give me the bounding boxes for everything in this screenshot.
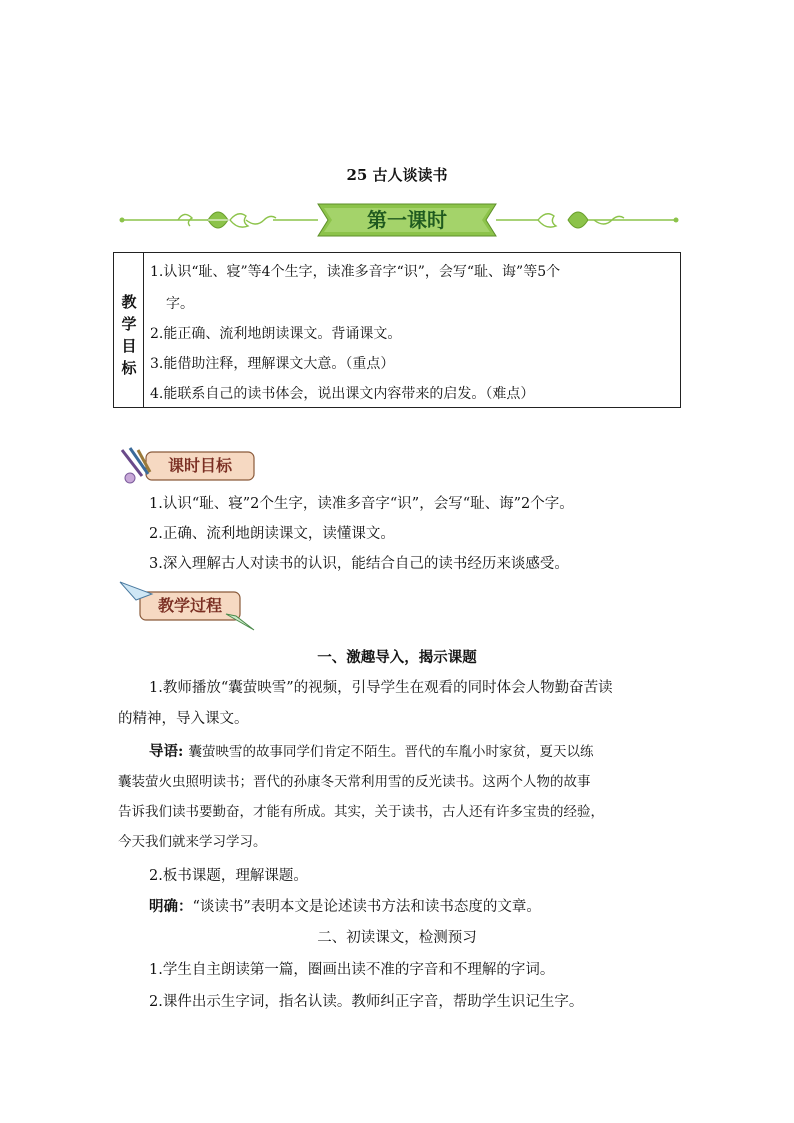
goals-side-label (114, 253, 144, 407)
guide-text: 囊装萤火虫照明读书；晋代的孙康冬天常利用雪的反光读书。这两个人物的故事 (118, 774, 591, 790)
lesson-title: 25 古人谈读书 (346, 166, 448, 184)
paragraph-line: 2.板书课题，理解课题。 (149, 868, 308, 884)
section-heading: 二、初读课文，检测预习 (317, 930, 477, 946)
right-vine-ornament (496, 212, 679, 228)
clarify-text: “谈读书”表明本文是论述读书方法和读书态度的文章。 (192, 899, 541, 915)
paragraph-line: 1.学生自主朗读第一篇，圈画出读不准的字音和不理解的字词。 (149, 962, 555, 978)
class-goal-item: 3.深入理解古人对读书的认识，能结合自己的读书经历来谈感受。 (149, 556, 569, 572)
banner-label: 第一课时 (367, 208, 447, 232)
side-char: 标 (121, 359, 137, 377)
paragraph-line: 的精神，导入课文。 (118, 711, 249, 727)
side-char: 教 (121, 293, 137, 311)
process-tag (118, 580, 258, 632)
paragraph-line: 2.课件出示生字词，指名认读。教师纠正字音，帮助学生识记生字。 (149, 994, 584, 1010)
class-goals-tag-label: 课时目标 (167, 456, 232, 475)
guide-label: 导语: (149, 743, 184, 760)
guide-paragraph (149, 740, 593, 761)
leaf-icon (568, 212, 588, 228)
clarify-label: 明确： (149, 898, 193, 915)
process-tag-label: 教学过程 (157, 596, 222, 615)
left-vine-ornament (120, 212, 319, 228)
teaching-goals-table (113, 252, 681, 408)
guide-text: 告诉我们读书要勤奋，才能有所成。其实，关于读书，古人还有许多宝贵的经验， (118, 804, 604, 820)
lesson-banner (118, 198, 680, 242)
goal-item: 1.认识“耻、寝”等4个生字，读准多音字“识”，会写“耻、诲”等5个 (150, 264, 561, 280)
class-goals-tag (118, 446, 258, 486)
guide-text: 囊萤映雪的故事同学们肯定不陌生。晋代的车胤小时家贫，夏天以练 (188, 744, 594, 760)
goal-item: 2.能正确、流利地朗读课文。背诵课文。 (150, 326, 402, 342)
goal-item: 字。 (166, 296, 194, 312)
side-char: 目 (121, 337, 137, 355)
guide-text: 今天我们就来学习学习。 (118, 834, 267, 850)
class-goal-item: 1.认识“耻、寝”2个生字，读准多音字“识”，会写“耻、诲”2个字。 (149, 496, 574, 512)
goal-item: 4.能联系自己的读书体会，说出课文内容带来的启发。（难点） (150, 386, 535, 402)
class-goal-item: 2.正确、流利地朗读课文，读懂课文。 (149, 526, 395, 542)
paragraph-line: 1.教师播放“囊萤映雪”的视频，引导学生在观看的同时体会人物勤奋苦读 (149, 680, 613, 696)
goal-item: 3.能借助注释，理解课文大意。（重点） (150, 356, 395, 372)
clarify-paragraph (149, 895, 541, 916)
side-char: 学 (121, 315, 137, 333)
section-heading: 一、激趣导入，揭示课题 (317, 649, 477, 666)
